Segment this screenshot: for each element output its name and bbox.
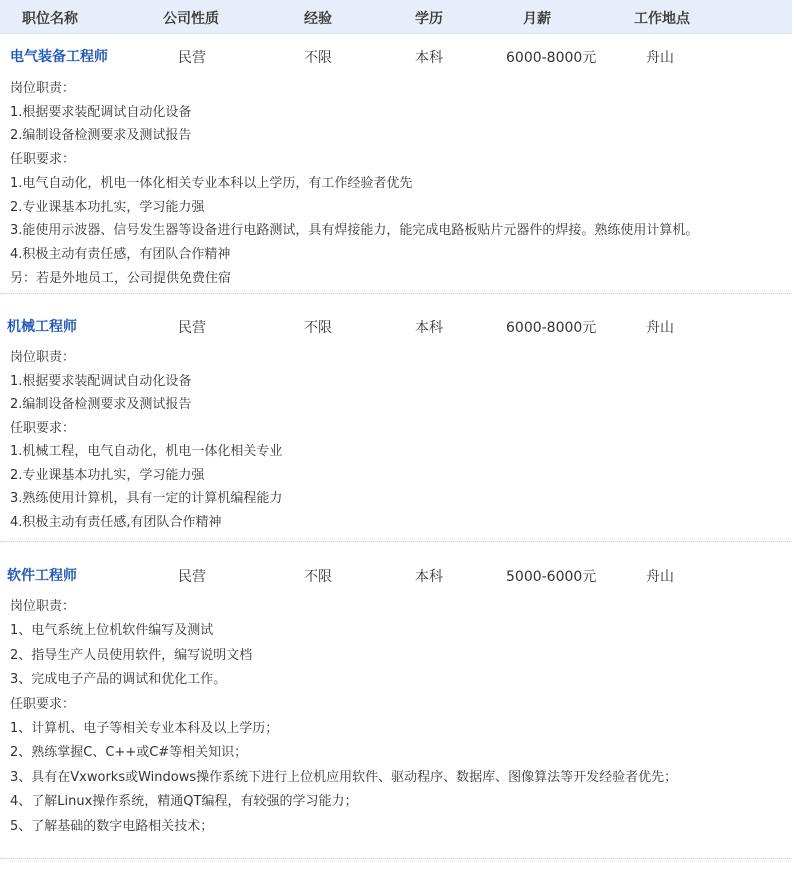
description-line: 3.能使用示波器、信号发生器等设备进行电路测试，具有焊接能力，能完成电路板贴片元器件的焊接。熟练使用计算机。 — [10, 223, 699, 239]
description-line: 1、计算机、电子等相关专业本科及以上学历； — [10, 721, 279, 737]
description-line: 任职要求： — [10, 696, 76, 712]
header-position: 职位名称 — [22, 11, 78, 27]
description-line: 4.积极主动有责任感,有团队合作精神 — [10, 514, 222, 530]
description-line: 岗位职责： — [10, 599, 76, 614]
description-line: 2.编制设备检测要求及测试报告 — [10, 397, 192, 412]
description-line: 2.专业课基本功扎实，学习能力强 — [10, 199, 205, 215]
job-description — [10, 595, 677, 839]
experience: 不限 — [304, 50, 332, 66]
experience: 不限 — [304, 569, 332, 585]
job-listing — [0, 313, 792, 542]
job-summary-row — [0, 43, 792, 73]
education: 本科 — [415, 569, 443, 585]
description-line: 1、电气系统上位机软件编写及测试 — [10, 623, 214, 639]
description-line: 4.积极主动有责任感，有团队合作精神 — [10, 246, 231, 262]
location: 舟山 — [646, 320, 674, 336]
location: 舟山 — [646, 50, 674, 66]
job-listing — [0, 562, 792, 859]
header-education: 学历 — [415, 11, 443, 27]
description-line: 4、了解Linux操作系统，精通QT编程，有较强的学习能力； — [10, 794, 358, 810]
education: 本科 — [415, 50, 443, 66]
salary: 6000-8000元 — [506, 50, 597, 66]
job-title-link[interactable]: 软件工程师 — [7, 568, 77, 584]
salary: 6000-8000元 — [506, 320, 597, 336]
description-line: 1.根据要求装配调试自动化设备 — [10, 104, 192, 120]
description-line: 1.根据要求装配调试自动化设备 — [10, 373, 192, 389]
company-type: 民营 — [178, 320, 206, 336]
description-line: 2、指导生产人员使用软件，编写说明文档 — [10, 647, 253, 663]
description-line: 另：若是外地员工，公司提供免费住宿 — [10, 270, 232, 286]
job-description — [10, 346, 282, 534]
description-line: 2.编制设备检测要求及测试报告 — [10, 128, 192, 144]
header-salary: 月薪 — [523, 11, 551, 27]
education: 本科 — [415, 320, 443, 336]
job-summary-row — [0, 562, 792, 592]
description-line: 岗位职责： — [10, 350, 76, 365]
job-summary-row — [0, 313, 792, 343]
job-description — [10, 77, 698, 290]
description-line: 2、熟练掌握C、C++或C#等相关知识； — [10, 745, 248, 761]
description-line: 5、了解基础的数字电路相关技术； — [10, 818, 214, 834]
job-title-link[interactable]: 机械工程师 — [7, 319, 77, 335]
job-title-link[interactable]: 电气装备工程师 — [10, 49, 108, 65]
description-line: 3、具有在Vxworks或Windows操作系统下进行上位机应用软件、驱动程序、数据库、图像算法等开发经验者优先； — [10, 769, 678, 785]
location: 舟山 — [646, 569, 674, 585]
description-line: 岗位职责： — [10, 81, 76, 96]
description-line: 任职要求： — [10, 420, 76, 436]
description-line: 1.机械工程，电气自动化，机电一体化相关专业 — [10, 444, 283, 459]
table-header — [0, 0, 792, 34]
company-type: 民营 — [178, 50, 206, 66]
description-line: 3、完成电子产品的调试和优化工作。 — [10, 672, 227, 688]
salary: 5000-6000元 — [506, 569, 597, 585]
header-company-type: 公司性质 — [163, 11, 219, 27]
experience: 不限 — [304, 320, 332, 336]
job-listing — [0, 43, 792, 294]
company-type: 民营 — [178, 569, 206, 585]
description-line: 3.熟练使用计算机，具有一定的计算机编程能力 — [10, 491, 283, 506]
description-line: 1.电气自动化，机电一体化相关专业本科以上学历，有工作经验者优先 — [10, 175, 413, 191]
description-line: 2.专业课基本功扎实，学习能力强 — [10, 467, 205, 483]
description-line: 任职要求： — [10, 152, 76, 168]
header-location: 工作地点 — [634, 11, 690, 27]
header-experience: 经验 — [304, 11, 332, 27]
